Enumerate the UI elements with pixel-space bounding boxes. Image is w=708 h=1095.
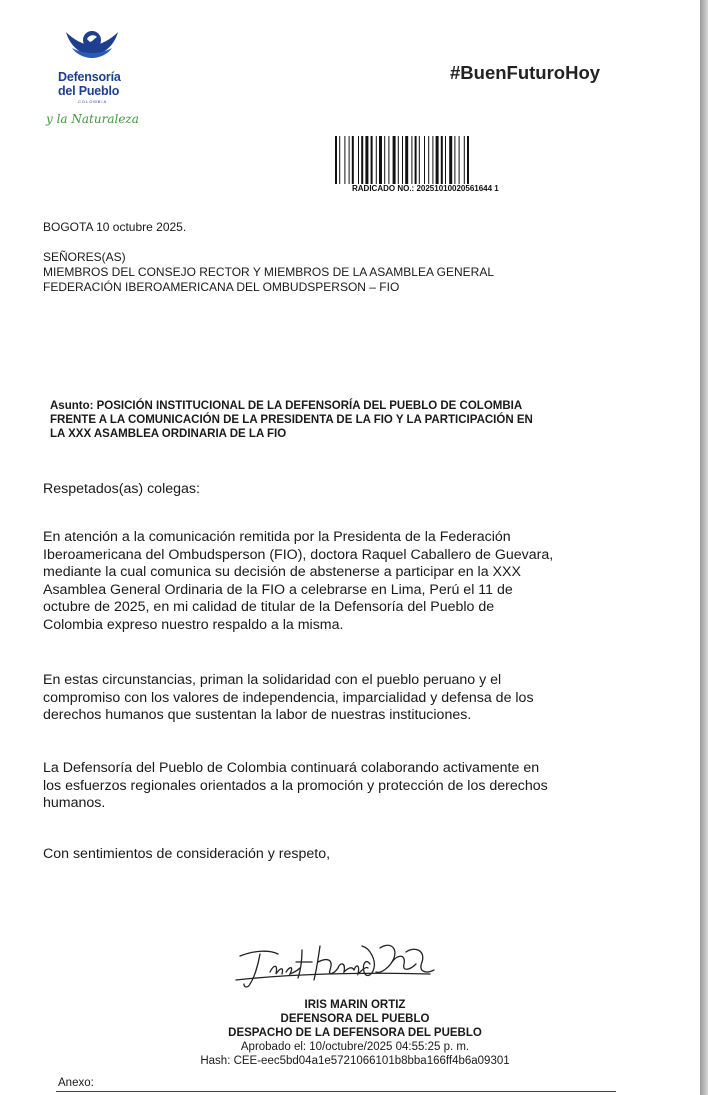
logo-text-line2: del Pueblo <box>58 84 120 98</box>
recipient-line-3: FEDERACIÓN IBEROAMERICANA DEL OMBUDSPERSON – FIO <box>43 280 400 294</box>
barcode-bar <box>352 136 354 184</box>
paragraph-1 <box>43 529 643 634</box>
recipient-line-2: MIEMBROS DEL CONSEJO RECTOR Y MIEMBROS DE LA ASAMBLEA GENERAL <box>43 265 495 279</box>
barcode-bar <box>411 136 412 184</box>
barcode-bar <box>445 136 446 184</box>
asunto-line-1: Asunto: POSICIÓN INSTITUCIONAL DE LA DEFENSORÍA DEL PUEBLO DE COLOMBIA <box>50 400 523 412</box>
signer-name: IRIS MARIN ORTIZ <box>304 999 406 1011</box>
paragraph-3 <box>43 760 643 813</box>
paragraph-2-line: compromiso con los valores de independencia, imparcialidad y defensa de los <box>43 689 534 706</box>
salutation: Respetados(as) colegas: <box>43 481 200 497</box>
paragraph-1-line: Iberoamericana del Ombudsperson (FIO), doctora Raquel Caballero de Guevara, <box>43 546 554 563</box>
handwritten-signature-icon <box>230 928 440 998</box>
barcode-bar <box>449 136 452 184</box>
barcode-bar <box>402 136 403 184</box>
approval-timestamp: Aprobado el: 10/octubre/2025 04:55:25 p. m. <box>240 1041 470 1053</box>
paragraph-2 <box>43 672 643 725</box>
anexo-label: Anexo: <box>58 1077 94 1089</box>
document-hash: Hash: CEE-eec5bd04a1e5721066101b8bba166ff4b6a09301 <box>200 1055 510 1067</box>
paragraph-2-line: En estas circunstancias, priman la solidaridad con el pueblo peruano y el <box>43 672 502 688</box>
paragraph-1-line: En atención a la comunicación remitida por la Presidenta de la Federación <box>43 529 511 545</box>
recipient-line-1: SEÑORES(AS) <box>43 250 126 264</box>
defensoria-logo <box>38 26 148 126</box>
barcode-bar <box>335 136 337 184</box>
anexo-divider <box>56 1091 616 1092</box>
signer-office: DESPACHO DE LA DEFENSORA DEL PUEBLO <box>228 1027 482 1039</box>
radicado-number: RADICADO NO.: 20251010020561644 1 <box>352 184 499 193</box>
logo-tagline: y la Naturaleza <box>46 112 139 126</box>
barcode-bar <box>459 136 460 184</box>
barcode-bar <box>358 136 359 184</box>
paragraph-1-line: mediante la cual comunica su decisión de abstenerse a participar en la XXX <box>43 564 521 580</box>
barcode-bar <box>432 136 433 184</box>
barcode-bar <box>365 136 368 184</box>
barcode-bar <box>398 136 399 184</box>
barcode-bar <box>339 136 340 184</box>
barcode-bar <box>415 136 417 184</box>
paragraph-3-line: humanos. <box>43 795 106 811</box>
barcode-bar <box>361 136 363 184</box>
barcode-bar <box>376 136 377 184</box>
letter-date: BOGOTA 10 octubre 2025. <box>43 220 187 234</box>
paragraph-1-line: octubre de 2025, en mi calidad de titular de la Defensoría del Pueblo de <box>43 599 495 615</box>
asunto-line-2: FRENTE A LA COMUNICACIÓN DE LA PRESIDENTA DE LA FIO Y LA PARTICIPACIÓN EN <box>50 414 533 426</box>
signature-block <box>150 998 560 1068</box>
logo-emblem-icon <box>62 26 122 66</box>
page-edge-shadow <box>700 0 708 1095</box>
radicado-barcode-icon <box>335 136 535 184</box>
barcode-bar <box>424 136 425 184</box>
hashtag: #BuenFuturoHoy <box>450 62 601 83</box>
barcode-bar <box>379 136 382 184</box>
barcode-bar <box>441 136 443 184</box>
paragraph-1-line: Asamblea General Ordinaria de la FIO a celebrarse en Lima, Perú el 11 de <box>43 581 513 598</box>
logo-text-line1: Defensoría <box>58 70 121 84</box>
paragraph-3-line: La Defensoría del Pueblo de Colombia continuará colaborando activamente en <box>43 760 540 776</box>
barcode-bar <box>428 136 429 184</box>
asunto-line-3: LA XXX ASAMBLEA ORDINARIA DE LA FIO <box>50 428 287 440</box>
barcode-bar <box>393 136 396 184</box>
logo-text-country: COLOMBIA <box>78 99 108 104</box>
barcode-bar <box>436 136 439 184</box>
asunto-block <box>50 399 610 441</box>
paragraph-3-line: los esfuerzos regionales orientados a la promoción y protección de los derechos <box>43 777 548 794</box>
barcode-bar <box>349 136 350 184</box>
barcode-bar <box>405 136 408 184</box>
barcode-bar <box>419 136 420 184</box>
paragraph-1-line: Colombia expreso nuestro respaldo a la misma. <box>43 616 344 633</box>
barcode-bar <box>467 136 469 184</box>
barcode-bar <box>371 136 373 184</box>
barcode-bar <box>454 136 455 184</box>
barcode-bar <box>344 136 345 184</box>
closing: Con sentimientos de consideración y respeto, <box>43 846 331 862</box>
paragraph-2-line: derechos humanos que sustentan la labor de nuestras instituciones. <box>43 707 472 723</box>
signer-title: DEFENSORA DEL PUEBLO <box>280 1013 430 1025</box>
barcode-bar <box>388 136 389 184</box>
barcode-bar <box>384 136 385 184</box>
barcode-bar <box>464 136 465 184</box>
